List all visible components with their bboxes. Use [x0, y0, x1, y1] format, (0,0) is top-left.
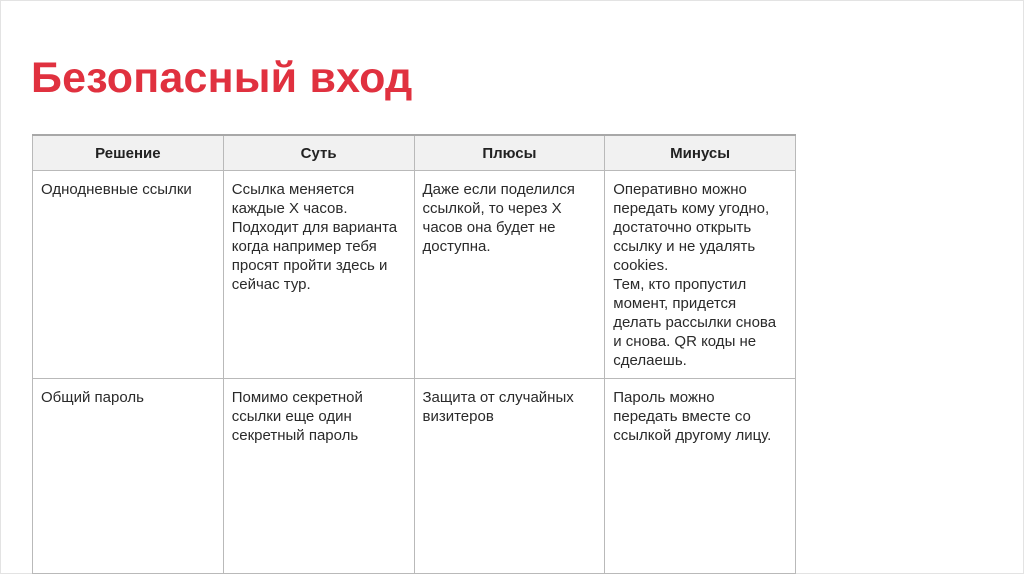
cell-text: Помимо секретной ссылки еще один секретный пароль	[231, 389, 363, 444]
cell-essence	[223, 171, 414, 379]
cell-solution	[33, 171, 224, 379]
slide-title: Безопасный вход	[31, 54, 413, 102]
header-solution: Решение	[33, 135, 224, 171]
cell-solution	[33, 379, 224, 574]
header-cons: Минусы	[605, 135, 796, 171]
cell-pros	[414, 379, 605, 574]
table-row	[33, 379, 796, 574]
cell-text: Защита от случайных визитеров	[422, 389, 574, 425]
cell-pros	[414, 171, 605, 379]
cell-cons	[605, 171, 796, 379]
table-row	[33, 171, 796, 379]
cell-text: Пароль можно передать вместе со ссылкой другому лицу.	[613, 389, 772, 444]
cell-text: Даже если поделился ссылкой, то через X часов она будет не доступна.	[422, 181, 575, 255]
cell-text: Однодневные ссылки	[41, 181, 192, 198]
cell-cons	[605, 379, 796, 574]
cell-text: Ссылка меняется каждые X часов. Подходит для варианта когда например тебя просят пройти здесь и сейчас тур.	[231, 181, 398, 293]
cell-essence	[223, 379, 414, 574]
header-pros: Плюсы	[414, 135, 605, 171]
cell-text: Общий пароль	[41, 389, 144, 406]
cell-text: Оперативно можно передать кому угодно, достаточно открыть ссылку и не удалять cookies. Тем, кто пропустил момент, придется делать рассылки снова и снова. QR коды не сделаешь.	[613, 181, 777, 369]
table-header-row	[33, 135, 796, 171]
comparison-table	[32, 134, 796, 574]
header-essence: Суть	[223, 135, 414, 171]
